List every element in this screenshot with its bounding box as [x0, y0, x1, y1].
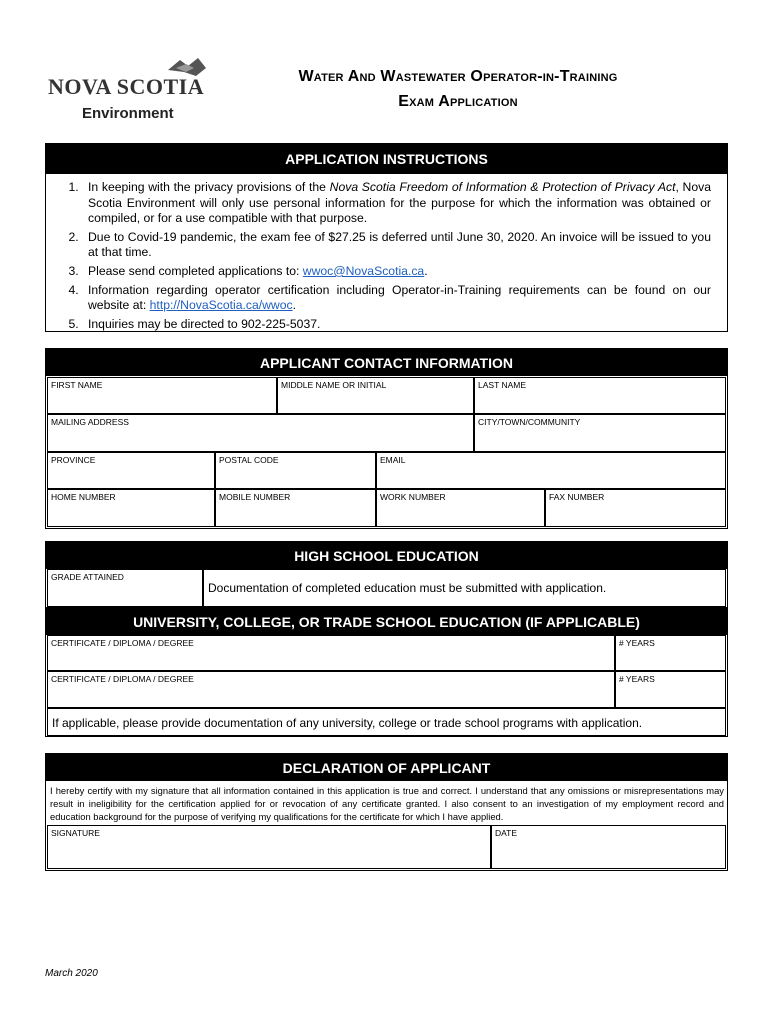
fax-number-field[interactable]: FAX NUMBER [545, 489, 726, 527]
mailing-address-field[interactable]: MAILING ADDRESS [47, 414, 474, 452]
item1-text: In keeping with the privacy provisions of the [88, 180, 330, 194]
grade-attained-field[interactable]: GRADE ATTAINED [47, 569, 203, 607]
page-title [218, 64, 698, 114]
work-number-field[interactable]: WORK NUMBER [376, 489, 545, 527]
list-item: 5. Inquiries may be directed to 902-225-5037. [82, 317, 711, 333]
instructions-heading: APPLICATION INSTRUCTIONS [46, 144, 727, 174]
title-line-2: Exam Application [398, 93, 518, 110]
email-link[interactable]: wwoc@NovaScotia.ca [302, 263, 425, 278]
logo-wordmark: NOVA SCOTIA [48, 74, 205, 99]
title-line-1: Water And Wastewater Operator-in-Training [298, 68, 618, 85]
department-name: Environment [82, 105, 174, 122]
certificate-field-1[interactable]: CERTIFICATE / DIPLOMA / DEGREE [47, 635, 615, 671]
instructions-list [82, 180, 711, 332]
declaration-heading: DECLARATION OF APPLICANT [45, 753, 728, 781]
university-note: If applicable, please provide documentation of any university, college or trade school programs with application. [47, 708, 726, 736]
city-field[interactable]: CITY/TOWN/COMMUNITY [474, 414, 726, 452]
list-item: 2. Due to Covid-19 pandemic, the exam fee of $27.25 is deferred until June 30, 2020. An invoice will be issued to you at that time. [82, 230, 711, 261]
province-field[interactable]: PROVINCE [47, 452, 215, 489]
high-school-heading: HIGH SCHOOL EDUCATION [45, 541, 728, 569]
years-field-1[interactable]: # YEARS [615, 635, 726, 671]
signature-field[interactable]: SIGNATURE [47, 825, 491, 869]
university-heading: UNIVERSITY, COLLEGE, OR TRADE SCHOOL EDUCATION (IF APPLICABLE) [45, 607, 728, 635]
declaration-text: I hereby certify with my signature that all information contained in this application is true and correct. I understand that any omissions or misrepresentations may result in ineligibility for the certification applied for or revocation of any certificate granted. I also consent to an investigation of my employment record and education background for the purpose of verifying my qualifications for the certificate for which I have applied. [50, 785, 724, 822]
date-field[interactable]: DATE [491, 825, 726, 869]
item3-text: Please send completed applications to: [88, 263, 303, 278]
high-school-note: Documentation of completed education must be submitted with application. [203, 569, 726, 607]
act-name: Nova Scotia Freedom of Information & Protection of Privacy Act [329, 180, 676, 194]
email-field[interactable]: EMAIL [376, 452, 726, 489]
list-item [82, 283, 711, 314]
first-name-field[interactable]: FIRST NAME [47, 377, 277, 414]
item1-text-end: , Nova Scotia Environment will only use personal information for the purpose for which the information was obtained or compiled, or for a use compatible with that purpose. [88, 180, 711, 226]
years-field-2[interactable]: # YEARS [615, 671, 726, 708]
list-item [82, 180, 711, 227]
nova-scotia-logo [48, 52, 218, 130]
postal-code-field[interactable]: POSTAL CODE [215, 452, 376, 489]
last-name-field[interactable]: LAST NAME [474, 377, 726, 414]
middle-name-field[interactable]: MIDDLE NAME OR INITIAL [277, 377, 474, 414]
item4-period: . [292, 298, 296, 313]
revision-date: March 2020 [45, 968, 98, 979]
instructions-section [45, 143, 728, 332]
item4-text: Information regarding operator certification including Operator-in-Training requirements can be found on our website at: [88, 282, 711, 313]
home-number-field[interactable]: HOME NUMBER [47, 489, 215, 527]
contact-heading: APPLICANT CONTACT INFORMATION [45, 348, 728, 376]
website-link[interactable]: http://NovaScotia.ca/wwoc [149, 298, 293, 313]
item3-period: . [424, 263, 428, 278]
mobile-number-field[interactable]: MOBILE NUMBER [215, 489, 376, 527]
list-item [82, 264, 711, 280]
certificate-field-2[interactable]: CERTIFICATE / DIPLOMA / DEGREE [47, 671, 615, 708]
